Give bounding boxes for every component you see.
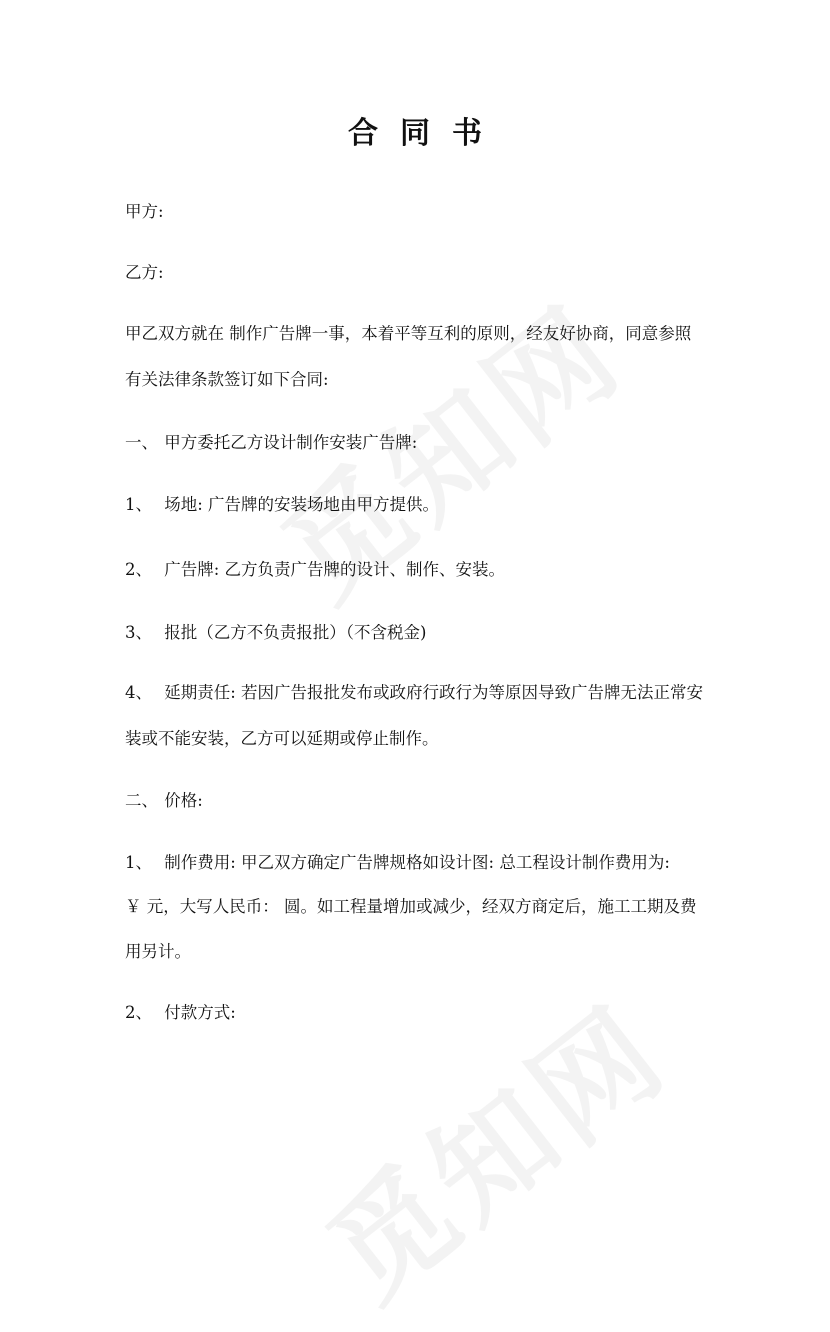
clause-text: 制作费用: 甲乙双方确定广告牌规格如设计图: 总工程设计制作费用为: xyxy=(164,853,670,872)
intro-line-1: 甲乙双方就在 制作广告牌一事，本着平等互利的原则，经友好协商，同意参照 xyxy=(125,324,692,343)
clause-number: 1、 xyxy=(125,495,152,514)
party-a-label: 甲方: xyxy=(125,202,164,221)
clause-1-4-continued: 装或不能安装，乙方可以延期或停止制作。 xyxy=(125,729,439,748)
clause-text: 付款方式: xyxy=(164,1003,236,1022)
clause-2-2 xyxy=(125,1000,725,1026)
clause-1-4 xyxy=(125,680,725,706)
clause-text: 报批（乙方不负责报批）（不含税金) xyxy=(164,623,427,642)
clause-number: 2、 xyxy=(125,560,152,579)
clause-2-1 xyxy=(125,850,725,876)
section-2-heading xyxy=(125,788,725,814)
clause-2-1-continued: ￥ 元，大写人民币： 圆。如工程量增加或减少，经双方商定后，施工工期及费 xyxy=(125,897,697,916)
clause-number: 4、 xyxy=(125,683,152,702)
section-1-heading xyxy=(125,430,725,456)
clause-2-1-continued-2: 用另计。 xyxy=(125,942,191,961)
clause-text: 延期责任: 若因广告报批发布或政府行政行为等原因导致广告牌无法正常安 xyxy=(164,683,704,702)
clause-number: 1、 xyxy=(125,853,152,872)
clause-number: 2、 xyxy=(125,1003,152,1022)
clause-1-1 xyxy=(125,492,725,518)
section-1-number: 一、 xyxy=(125,433,158,452)
clause-text: 场地: 广告牌的安装场地由甲方提供。 xyxy=(164,495,440,514)
party-b-label: 乙方: xyxy=(125,263,164,282)
intro-line-2: 有关法律条款签订如下合同: xyxy=(125,370,329,389)
clause-1-2 xyxy=(125,557,725,583)
clause-1-3 xyxy=(125,620,725,646)
section-2-number: 二、 xyxy=(125,791,158,810)
document-title: 合同书 xyxy=(348,116,504,151)
clause-number: 3、 xyxy=(125,623,152,642)
section-2-title: 价格: xyxy=(164,791,203,810)
clause-text: 广告牌: 乙方负责广告牌的设计、制作、安装。 xyxy=(164,560,506,579)
section-1-title: 甲方委托乙方设计制作安装广告牌: xyxy=(164,433,418,452)
